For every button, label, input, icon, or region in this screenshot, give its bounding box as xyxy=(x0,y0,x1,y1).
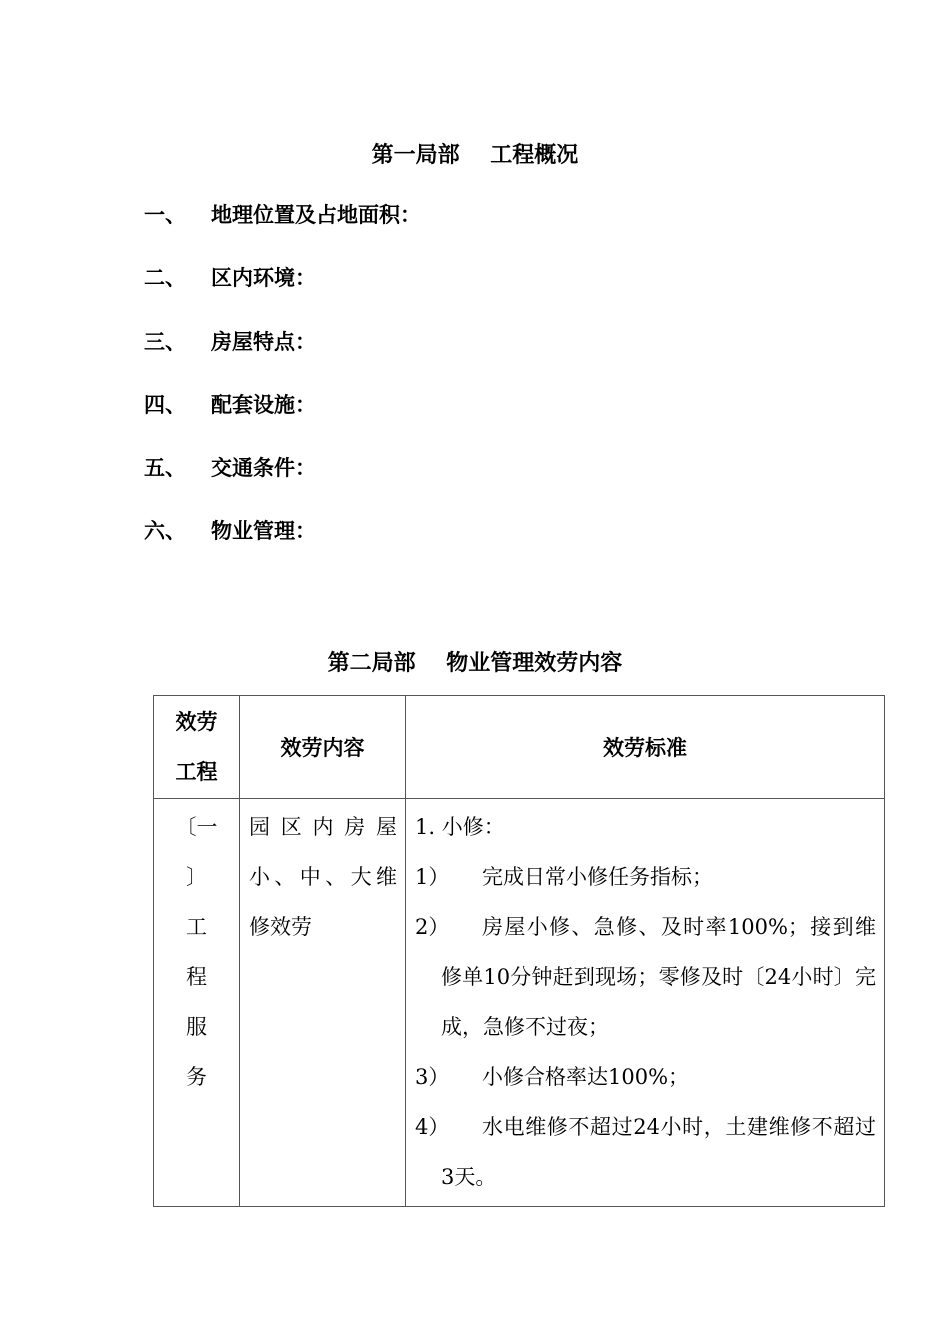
header-standard: 效劳标准 xyxy=(406,696,885,799)
cell-project-line: 〕 xyxy=(186,865,207,889)
standard-item-text: 完成日常小修任务指标； xyxy=(482,865,713,889)
standard-item-text: 小修合格率达100%； xyxy=(482,1065,690,1089)
cell-project-line: 工 xyxy=(186,915,207,939)
section-number: 五、 xyxy=(144,456,186,480)
cell-project-line: 程 xyxy=(186,965,207,989)
section-label: 配套设施： xyxy=(211,393,316,417)
section-label: 物业管理： xyxy=(211,519,316,543)
standard-item xyxy=(415,1052,876,1102)
section-number: 六、 xyxy=(144,519,186,543)
standard-item-text: 房屋小修、急修、及时率100%；接到维修单10分钟赶到现场；零修及时〔24小时〕完成，急修不过夜； xyxy=(441,915,876,1039)
standard-item xyxy=(415,1102,876,1202)
section-number: 三、 xyxy=(144,330,186,354)
standard-item xyxy=(415,852,876,902)
cell-standard xyxy=(406,799,885,1207)
header-project-line: 工程 xyxy=(175,760,218,784)
section-label: 房屋特点： xyxy=(211,330,316,354)
cell-project xyxy=(154,799,240,1207)
cell-content-line: 小、中、大维 xyxy=(249,865,397,889)
cell-project-line: 服 xyxy=(186,1015,207,1039)
part1-title: 第一局部 工程概况 xyxy=(371,143,579,168)
standard-item-number: 3） xyxy=(415,1065,450,1089)
standard-item xyxy=(415,902,876,1052)
section-label: 交通条件： xyxy=(211,456,316,480)
section-number: 一、 xyxy=(144,203,186,227)
section-label: 地理位置及占地面积： xyxy=(211,203,421,227)
cell-content-line: 园区内房屋 xyxy=(249,815,397,839)
cell-project-line: 务 xyxy=(186,1065,207,1089)
cell-project-line: 〔一 xyxy=(175,815,218,839)
standard-item-number: 1） xyxy=(415,865,450,889)
section-number: 二、 xyxy=(144,266,186,290)
header-project xyxy=(154,696,240,799)
header-project-line: 效劳 xyxy=(175,710,218,734)
standard-item-text: 水电维修不超过24小时，土建维修不超过3天。 xyxy=(441,1115,876,1189)
standard-item-number: 2） xyxy=(415,915,450,939)
section-number: 四、 xyxy=(144,393,186,417)
standard-heading: 1. 小修： xyxy=(415,815,505,839)
table-header-row xyxy=(154,696,885,799)
header-content: 效劳内容 xyxy=(240,696,406,799)
cell-content-line: 修效劳 xyxy=(249,915,312,939)
section-label: 区内环境： xyxy=(211,266,316,290)
cell-content xyxy=(240,799,406,1207)
table-row xyxy=(154,799,885,1207)
part2-title: 第二局部 物业管理效劳内容 xyxy=(327,651,623,676)
standard-item-number: 4） xyxy=(415,1115,450,1139)
service-table xyxy=(153,695,885,1207)
